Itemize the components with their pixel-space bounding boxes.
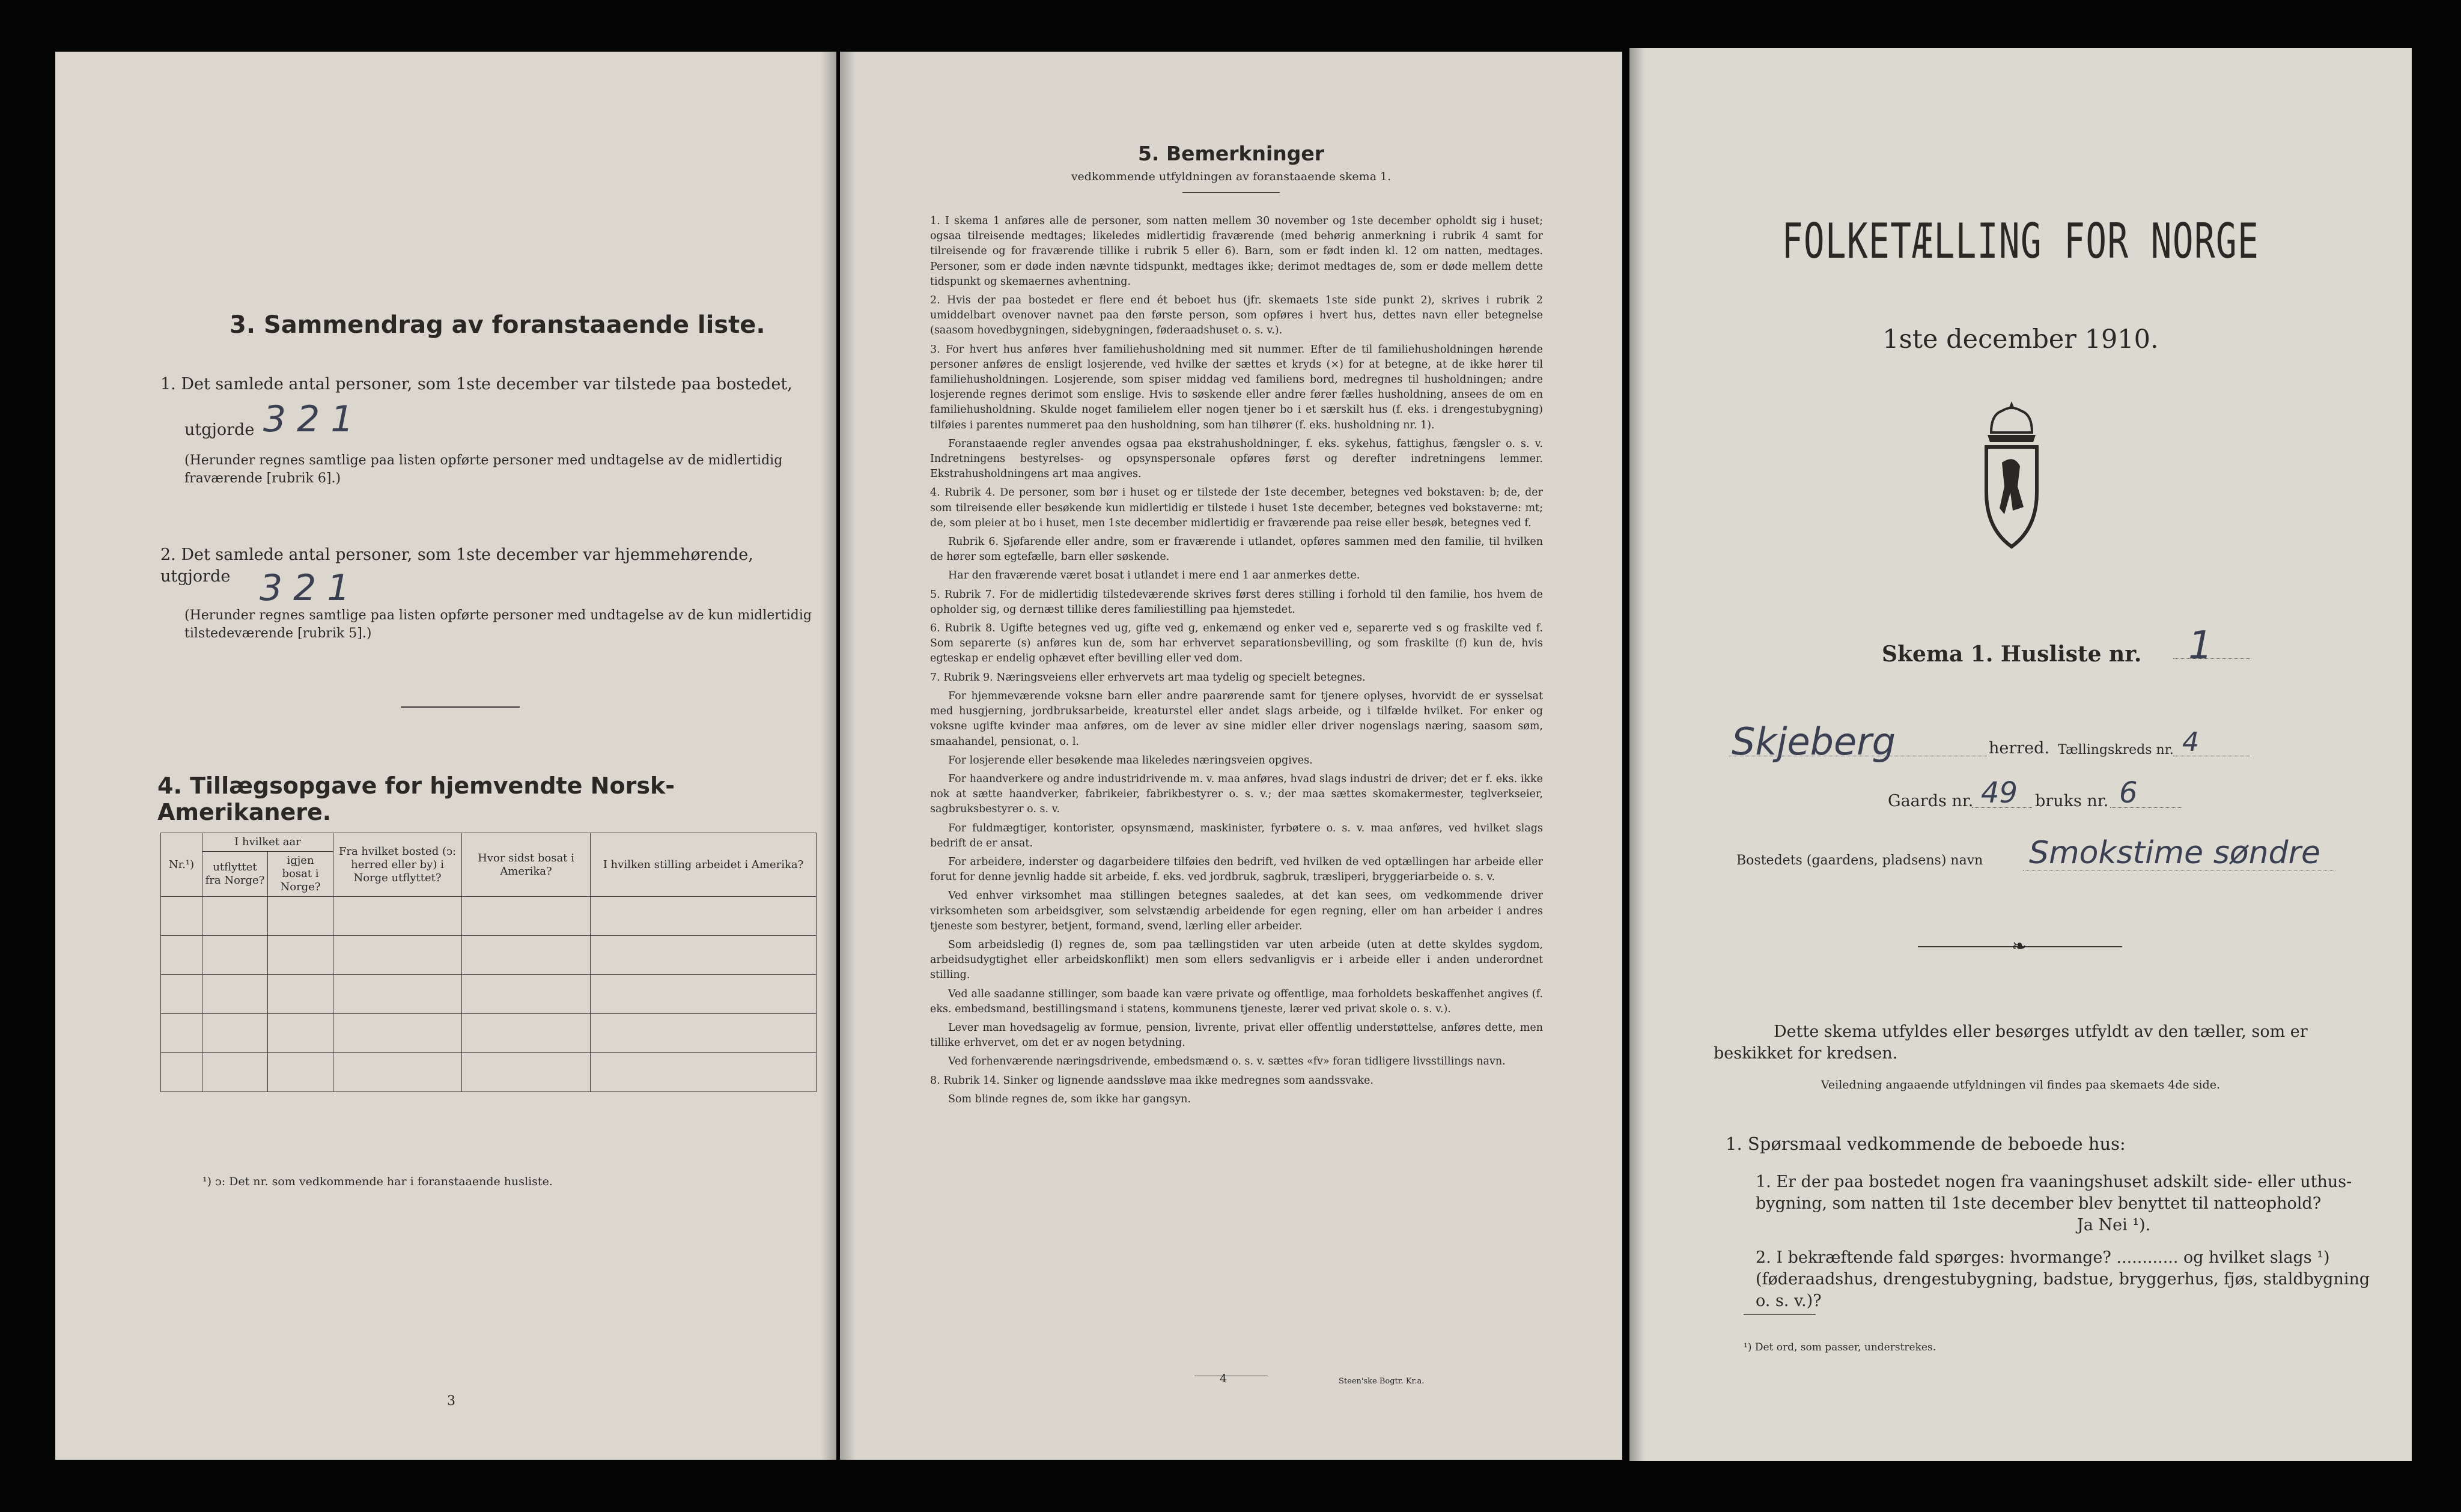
- item1-value: 321: [263, 398, 365, 440]
- remark-paragraph: Foranstaaende regler anvendes ogsaa paa ekstrahusholdninger, f. eks. sykehus, fattighus, fængsler o. s. v. Indretningens bestyrelses- og opsynspersonale opføres først og derefter indretningens lemmer. Ekstrahusholdningens art maa angives.: [930, 437, 1543, 481]
- item1-label: utgjorde: [184, 421, 255, 439]
- divider: [1744, 1314, 1816, 1315]
- table-header: igjen bosat i Norge?: [268, 852, 333, 897]
- ornament-icon: ❧: [2012, 936, 2027, 957]
- remark-paragraph: For fuldmægtiger, kontorister, opsynsmænd, maskinister, fyrbøtere o. s. v. maa anføres, ved hvilket slags bedrift de er ansat.: [930, 822, 1543, 849]
- bruks-value: 6: [2119, 776, 2138, 810]
- remark-paragraph: Rubrik 6. Sjøfarende eller andre, som er fraværende i utlandet, opføres sammen med den familie, til hvilken de hører som egtefælle, barn eller søskende.: [930, 536, 1543, 563]
- table-header: Nr.¹): [161, 833, 202, 897]
- section5-heading: 5. Bemerkninger: [1137, 142, 1325, 165]
- remark-paragraph: Lever man hovedsagelig av formue, pension, livrente, privat eller offentlig understøttelse, anføres dette, men tillike erhvervet, om det er av nogen betydning.: [930, 1021, 1543, 1049]
- page-middle: [840, 52, 1622, 1460]
- remark-paragraph: Ved alle saadanne stillinger, som baade kan være private og offentlige, maa forholdets beskaffenhet angives (f. eks. embedsmand, bestillingsmand i statens, kommunens tjeneste, lærer ved privat skole o. s. v.).: [930, 988, 1543, 1015]
- item1-text: 1. Det samlede antal personer, som 1ste december var tilstede paa bostedet,: [160, 375, 792, 393]
- table-row: [161, 936, 817, 975]
- remark-paragraph: Som blinde regnes de, som ikke har gangsyn.: [948, 1093, 1191, 1105]
- page-number: 3: [447, 1394, 455, 1409]
- schema-label: Skema 1. Husliste nr.: [1882, 642, 2142, 667]
- herred-label: herred.: [1989, 739, 2050, 758]
- remark-paragraph: Ved enhver virksomhet maa stillingen betegnes saaledes, at det kan sees, om vedkommende driver virksomheten som arbeidsgiver, som selvstændig arbeidende for egen regning, eller om han arbeider i andres tjeneste som bestyrer, betjent, formand, svend, lærling eller arbeider.: [930, 890, 1543, 932]
- table-header: Fra hvilket bosted (ↄ: herred eller by) i Norge utflyttet?: [333, 833, 462, 897]
- table-header: Hvor sidst bosat i Amerika?: [462, 833, 591, 897]
- page-fold-shadow: [1629, 48, 1645, 1461]
- page-fold-shadow: [821, 52, 836, 1460]
- form-title: FOLKETÆLLING FOR NORGE: [1781, 213, 2260, 269]
- bruks-label: bruks nr.: [2035, 792, 2109, 810]
- intro-text: Dette skema utfyldes eller besørges utfyldt av den tæller, som er beskikket for kredsen.: [1714, 1022, 2308, 1063]
- item1-note: (Herunder regnes samtlige paa listen opførte personer med undtagelse av de midlertidig fraværende [rubrik 6].): [184, 453, 783, 486]
- coat-of-arms-icon: [1978, 396, 2045, 551]
- krets-value: 4: [2182, 727, 2199, 758]
- table-row: [161, 975, 817, 1014]
- printer-imprint: Steen'ske Bogtr. Kr.a.: [1339, 1377, 1425, 1386]
- remark-paragraph: Som arbeidsledig (l) regnes de, som paa tællingstiden var uten arbeide (uten at dette skyldes sygdom, arbeidsudygtighet eller arbeidskonflikt) men som ellers sedvanligvis er i arbeide eller i anden underordnet stilling.: [930, 938, 1543, 982]
- table-row: [161, 897, 817, 936]
- remark-paragraph: 5. Rubrik 7. For de midlertidig tilstedeværende skrives først deres stilling i forhold til den familie, hos hvem de opholder sig, og dernæst tillike deres familiestilling paa hjemstedet.: [930, 588, 1543, 616]
- remark-paragraph: 1. I skema 1 anføres alle de personer, som natten mellem 30 november og 1ste december opholdt sig i huset; ogsaa tilreisende medtages; likeledes midlertidig fraværende (med behørig anmerkning i rubrik 4 samt for tilreisende og for fraværende tillike i rubrik 5 eller 6). Barn, som er født inden kl. 12 om natten, medtages. Personer, som er døde inden nævnte tidspunkt, medtages ikke; derimot medtages de, som er døde mellem dette tidspunkt og skemaernes avhentning.: [930, 215, 1543, 288]
- intro-small: Veiledning angaaende utfyldningen vil findes paa skemaets 4de side.: [1821, 1078, 2221, 1091]
- remark-paragraph: 2. Hvis der paa bostedet er flere end ét beboet hus (jfr. skemaets 1ste side punkt 2), skrives i rubrik 2 umiddelbart ovenover navnet paa den første person, som opføres i hvert hus, dettes navn eller betegnelse (saasom hovedbygningen, sidebygningen, føderaadshuset o. s. v.).: [930, 294, 1543, 337]
- item2-text: 2. Det samlede antal personer, som 1ste december var hjemmehørende, utgjorde: [160, 545, 753, 586]
- remark-paragraph: For arbeidere, inderster og dagarbeidere tilføies den bedrift, ved hvilken de ved optællingen har arbeide eller forut for denne jevnlig hadde sit arbeide, f. eks. ved jordbruk, sagbruk, træsliperi, bryggeriarbeide o. s. v.: [930, 855, 1543, 884]
- remark-paragraph: For hjemmeværende voksne barn eller andre paarørende samt for tjenere oplyses, hvorvidt de er sysselsat med husgjerning, jordbruksarbeide, kreaturstel eller andet slags arbeide, og i tilfælde hvilket. For enker og voksne ugifte kvinder maa anføres, om de lever av sine midler eller driver nogenslags næring, saasom søm, smaahandel, pensionat, o. l.: [930, 690, 1543, 748]
- question-2: 2. I bekræftende fald spørges: hvormange? ............ og hvilket slags ¹) (føderaadshus, drengestubygning, badstue, bryggerhus, fjøs, staldbygning o. s. v.)?: [1756, 1248, 2370, 1310]
- item2-value: 321: [260, 567, 361, 609]
- table-header: I hvilken stilling arbeidet i Amerika?: [591, 833, 817, 897]
- husliste-nr-value: 1: [2188, 624, 2213, 668]
- section4-heading: 4. Tillægsopgave for hjemvendte Norsk-Amerikanere.: [157, 773, 675, 825]
- norsk-amerikanere-table: [160, 833, 817, 1092]
- bosted-value: Smokstime søndre: [2029, 835, 2320, 871]
- table-row: [161, 1053, 817, 1092]
- section5-subheading: vedkommende utfyldningen av foranstaaende skema 1.: [1071, 170, 1392, 183]
- remark-paragraph: 8. Rubrik 14. Sinker og lignende aandssløve maa ikke medregnes som aandssvake.: [930, 1074, 1373, 1087]
- form-date: 1ste december 1910.: [1882, 324, 2159, 354]
- table-header: utflyttet fra Norge?: [202, 852, 268, 897]
- item1-line: [184, 398, 605, 441]
- section3-heading: 3. Sammendrag av foranstaaende liste.: [230, 311, 765, 339]
- remark-paragraph: 4. Rubrik 4. De personer, som bør i huset og er tilstede der 1ste december, betegnes ved bokstaven: b; de, der som tilreisende eller besøkende kun midlertidig er tilstede i huset 1ste december, betegnes ved bokstaverne: mt; de, som pleier at bo i huset, men 1ste december midlertidig er fraværende paa reise eller besøk, betegnes ved f.: [930, 487, 1543, 529]
- item2-note: (Herunder regnes samtlige paa listen opførte personer med undtagelse av de kun midlertidig tilstedeværende [rubrik 5].): [184, 608, 812, 641]
- question-1: 1. Er der paa bostedet nogen fra vaaningshuset adskilt side- eller uthus-bygning, som natten til 1ste december blev benyttet til natteophold?: [1756, 1173, 2352, 1213]
- gaards-value: 49: [1981, 776, 2018, 810]
- remark-paragraph: Har den fraværende været bosat i utlandet i mere end 1 aar anmerkes dette.: [948, 569, 1360, 582]
- divider: [401, 706, 520, 708]
- herred-value: Skjeberg: [1732, 720, 1896, 764]
- bosted-label: Bostedets (gaardens, pladsens) navn: [1736, 853, 1983, 868]
- remark-paragraph: Ved forhenværende næringsdrivende, embedsmænd o. s. v. sættes «fv» foran tidligere livsstillings navn.: [948, 1055, 1506, 1068]
- remarks-column: [930, 214, 1543, 1111]
- gaards-label: Gaards nr.: [1888, 792, 1974, 810]
- table-group-header: I hvilket aar: [202, 833, 333, 852]
- remark-paragraph: For haandverkere og andre industridrivende m. v. maa anføres, hvad slags industri de driver; det er f. eks. ikke nok at sætte haandverker, fabrikeier, fabrikbestyrer o. s. v.; der maa sættes skomakermester, teglverkseier, sagbruksbestyrer o. s. v.: [930, 773, 1543, 816]
- table-footnote: ¹) ↄ: Det nr. som vedkommende har i foranstaaende husliste.: [202, 1175, 553, 1188]
- page-number: 4: [1220, 1372, 1227, 1385]
- remark-paragraph: 6. Rubrik 8. Ugifte betegnes ved ug, gifte ved g, enkemænd og enker ved e, separerte ved s og fraskilte ved f. Som separerte (s) anføres kun de, som har erhvervet separationsbevilling, og som fraskilte (f) kun de, hvis egteskap er endelig ophævet efter bevilling eller ved dom.: [930, 622, 1543, 665]
- remark-paragraph: For losjerende eller besøkende maa likeledes næringsveien opgives.: [948, 754, 1313, 767]
- page-fold-shadow: [840, 52, 856, 1460]
- remark-paragraph: 7. Rubrik 9. Næringsveiens eller erhvervets art maa tydelig og specielt betegnes.: [930, 671, 1366, 684]
- schema-line: [1882, 642, 2141, 667]
- krets-label: Tællingskreds nr.: [2058, 742, 2174, 758]
- page-right: [1629, 48, 2412, 1461]
- footnote: ¹) Det ord, som passer, understrekes.: [1744, 1341, 1936, 1353]
- remark-paragraph: 3. For hvert hus anføres hver familiehusholdning med sit nummer. Efter de til familiehusholdningen hørende personer anføres de ensligt losjerende, ved hvilke der sættes et kryds (×) for at betegne, at de ikke hører til familiehusholdningen. Losjerende, som spiser middag ved familiens bord, medregnes til husholdningen; andre losjerende regnes derimot som enslige. Hvis to søskende eller andre fører fælles husholdning, ansees de om en familiehusholdning. Skulde noget familielem eller nogen tjener bo i et særskilt hus (f. eks. i drengestubygning) tilføies i parentes nummeret paa den husholdning, som han tilhører (f. eks. husholdning nr. 1).: [930, 343, 1543, 431]
- table-row: [161, 1014, 817, 1053]
- question-1-answer: Ja Nei ¹).: [2077, 1216, 2151, 1234]
- page-left: [55, 52, 836, 1460]
- question-heading: 1. Spørsmaal vedkommende de beboede hus:: [1726, 1134, 2126, 1154]
- divider: [1182, 192, 1280, 193]
